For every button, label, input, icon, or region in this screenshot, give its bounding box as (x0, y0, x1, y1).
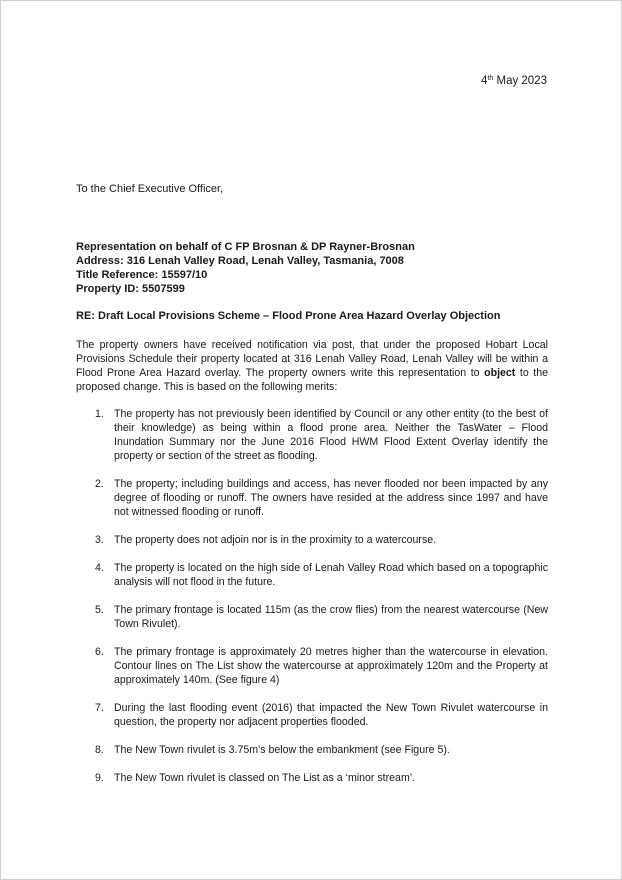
salutation: To the Chief Executive Officer, (76, 183, 224, 195)
merit-text: The primary frontage is located 115m (as the crow flies) from the nearest watercourse (New Town Rivulet). (114, 604, 548, 630)
intro-text-before: The property owners have received notification via post, that under the proposed Hobart Local Provisions Schedule their property located at 316 Lenah Valley Road, Lenah Valley will be within a Flood Prone Area Hazard overlay. The property owners write this representation to (76, 339, 548, 379)
intro-paragraph (76, 338, 548, 394)
representation-details (76, 240, 415, 296)
merit-text: The New Town rivulet is classed on The List as a ‘minor stream’. (114, 772, 416, 784)
merit-number: 1. (95, 408, 104, 420)
merit-item (76, 603, 548, 631)
merit-item (76, 645, 548, 687)
merit-number: 8. (95, 744, 104, 756)
detail-title-reference: Title Reference: 15597/10 (76, 269, 208, 281)
merit-text: The property does not adjoin nor is in the proximity to a watercourse. (114, 534, 437, 546)
subject-line: RE: Draft Local Provisions Scheme – Flood Prone Area Hazard Overlay Objection (76, 310, 501, 322)
merit-item (76, 771, 548, 785)
merit-item (76, 561, 548, 589)
merit-item (76, 743, 548, 757)
merit-number: 9. (95, 772, 104, 784)
merit-item (76, 407, 548, 463)
merit-text: During the last flooding event (2016) that impacted the New Town Rivulet watercourse in question, the property nor adjacent properties flooded. (114, 702, 548, 728)
merit-number: 6. (95, 646, 104, 658)
detail-address: Address: 316 Lenah Valley Road, Lenah Valley, Tasmania, 7008 (76, 255, 404, 267)
detail-property-id: Property ID: 5507599 (76, 283, 185, 295)
merit-text: The property is located on the high side of Lenah Valley Road which based on a topographic analysis will not flood in the future. (114, 562, 548, 588)
merit-text: The primary frontage is approximately 20 metres higher than the watercourse in elevation. Contour lines on The List show the watercourse at approximately 120m and the Property at approximately 140m. (See figure 4) (114, 646, 548, 686)
date-day: 4 (481, 75, 488, 87)
date-month-year: May 2023 (496, 75, 547, 87)
merit-number: 2. (95, 478, 104, 490)
merit-text: The property; including buildings and access, has never flooded nor been impacted by any degree of flooding or runoff. The owners have resided at the address since 1997 and have not witnessed flooding or runoff. (114, 478, 548, 518)
intro-emphasis: object (484, 367, 516, 379)
intro-text-after: to the proposed change. This is based on the following merits: (76, 367, 549, 393)
merits-list (76, 407, 548, 799)
merit-number: 3. (95, 534, 104, 546)
merit-text: The property has not previously been identified by Council or any other entity (to the best of their knowledge) as being within a flood prone area. Neither the TasWater – Flood Inundation Summary nor the June 2016 Flood HWM Flood Extent Overlay identify the property or section of the street as flooding. (114, 408, 548, 462)
merit-item (76, 533, 548, 547)
merit-item (76, 701, 548, 729)
merit-item (76, 477, 548, 519)
merit-text: The New Town rivulet is 3.75m’s below the embankment (see Figure 5). (114, 744, 450, 756)
letter-date (481, 75, 547, 87)
merit-number: 7. (95, 702, 104, 714)
detail-representation: Representation on behalf of C FP Brosnan & DP Rayner-Brosnan (76, 241, 415, 253)
merit-number: 4. (95, 562, 104, 574)
merit-number: 5. (95, 604, 104, 616)
date-suffix: th (487, 75, 494, 82)
